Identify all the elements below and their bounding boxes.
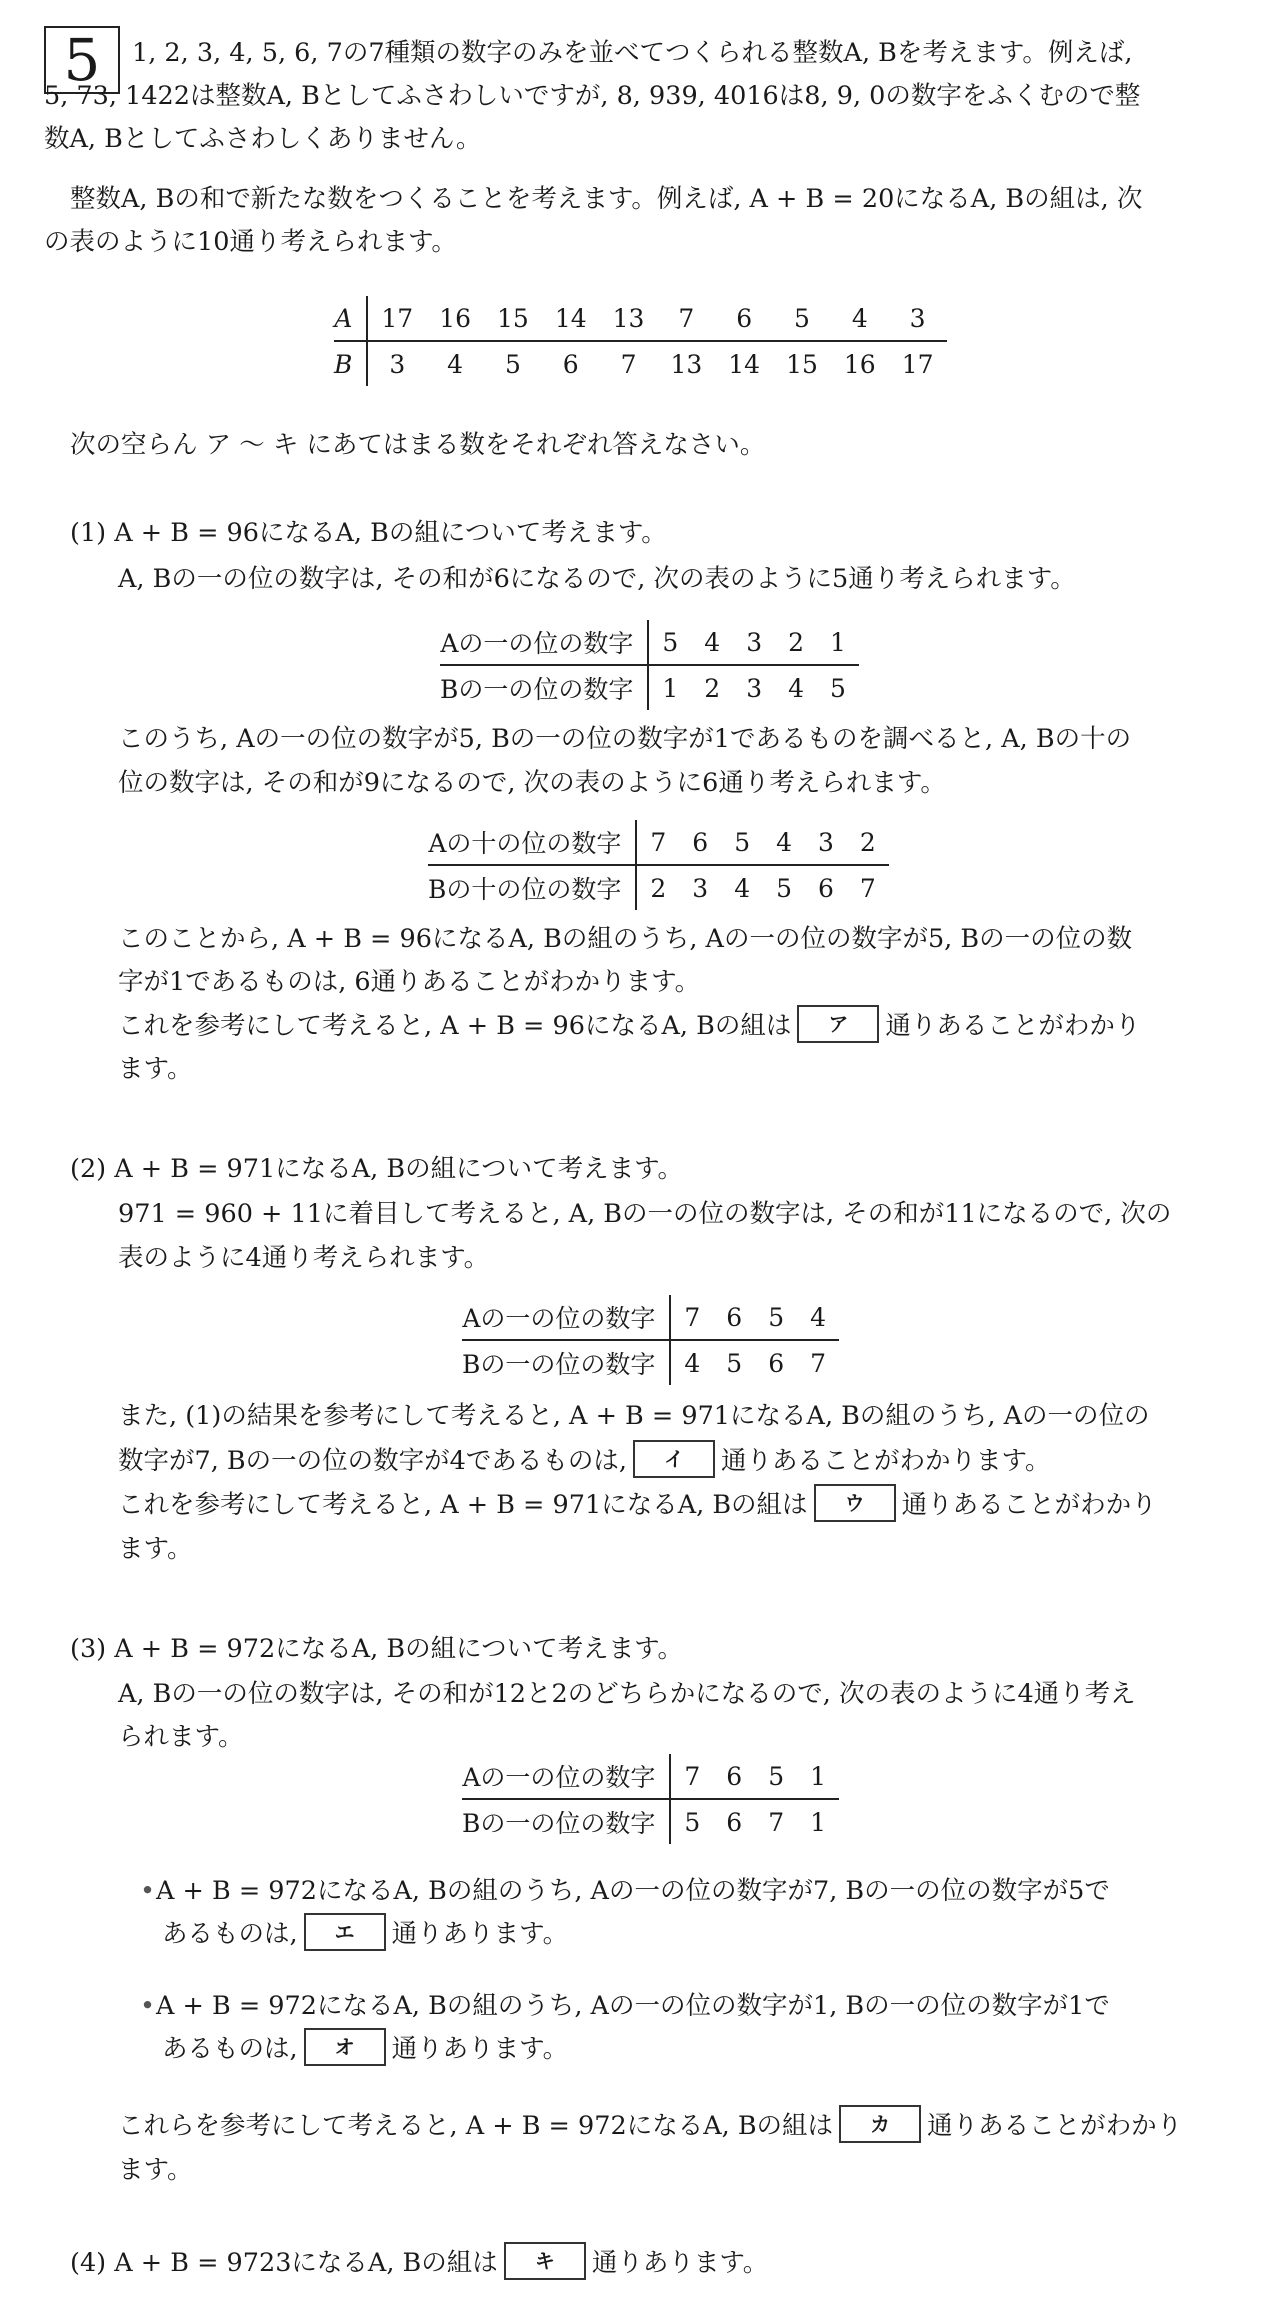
intro-line-3: 数A, Bとしてふさわしくありません。 xyxy=(44,124,482,154)
q3-bullet-2-text-2: あるものは, xyxy=(162,2034,298,2064)
table-row-label: Bの一の位の数字 xyxy=(440,665,648,710)
q2-line-2: 表のように4通り考えられます。 xyxy=(118,1243,490,1273)
table-cell: 4 xyxy=(684,1348,701,1378)
table-cell: 15 xyxy=(484,296,542,341)
table-row-a-label: A xyxy=(334,296,367,341)
blank-label: ウ xyxy=(844,1491,865,1515)
q3-line-1: A, Bの一の位の数字は, その和が12と2のどちらかになるので, 次の表のように4通り考え xyxy=(118,1679,1136,1709)
q3-bullet-2-text: A + B = 972になるA, Bの組のうち, Aの一の位の数字が1, Bの一の位の数字が1で xyxy=(156,1991,1110,2021)
table-cell: 4 xyxy=(831,296,889,341)
table-cell: 5 xyxy=(773,296,831,341)
table-cell: 6 xyxy=(713,1754,755,1799)
q1-line-7: ます。 xyxy=(118,1054,193,1084)
table-cell: 4 xyxy=(691,620,733,665)
table-cell: 4 xyxy=(763,820,805,865)
q4-tail: 通りあります。 xyxy=(591,2248,769,2278)
table-cell: 3 xyxy=(389,349,406,379)
problem-number: 5 xyxy=(44,26,120,94)
answer-blank-u[interactable] xyxy=(814,1484,896,1522)
table-cell: 5 xyxy=(504,349,521,379)
table-cell: 2 xyxy=(704,673,721,703)
table-cell: 3 xyxy=(692,873,709,903)
q2-line-5 xyxy=(118,1484,1157,1527)
table-cell: 2 xyxy=(847,820,889,865)
q2-line-6: ます。 xyxy=(118,1534,193,1564)
q3-line-3 xyxy=(118,2105,1182,2148)
table-cell: 6 xyxy=(768,1348,785,1378)
q3-line-4: ます。 xyxy=(118,2155,193,2185)
table-cell: 7 xyxy=(670,1295,713,1340)
table-cell: 5 xyxy=(755,1754,797,1799)
q1-line-6-tail: 通りあることがわかり xyxy=(885,1011,1141,1041)
q2-heading: (2) A + B = 971になるA, Bの組について考えます。 xyxy=(70,1154,684,1184)
q4-text: (4) A + B = 9723になるA, Bの組は xyxy=(70,2248,498,2278)
table-row-label: Bの十の位の数字 xyxy=(428,865,636,910)
q1-heading: (1) A + B = 96になるA, Bの組について考えます。 xyxy=(70,518,667,548)
table-cell: 6 xyxy=(713,1295,755,1340)
table-cell: 1 xyxy=(797,1754,839,1799)
table-cell: 7 xyxy=(670,1754,713,1799)
answer-blank-i[interactable] xyxy=(633,1440,715,1478)
q3-bullet-1-line-1 xyxy=(140,1870,1110,1913)
table-cell: 16 xyxy=(426,296,484,341)
table-cell: 4 xyxy=(734,873,751,903)
table-cell: 1 xyxy=(817,620,859,665)
table-cell: 7 xyxy=(810,1348,826,1378)
table-cell: 15 xyxy=(786,349,818,379)
intro-line-4: 整数A, Bの和で新たな数をつくることを考えます。例えば, A + B = 20になるA, Bの組は, 次 xyxy=(70,184,1143,214)
table-cell: 4 xyxy=(797,1295,839,1340)
table-row-label: Aの一の位の数字 xyxy=(462,1295,670,1340)
q1-tens-table xyxy=(428,820,889,910)
table-cell: 5 xyxy=(755,1295,797,1340)
blank-label: カ xyxy=(870,2112,891,2136)
q1-line-6 xyxy=(118,1005,1140,1048)
q3-bullet-1-text: A + B = 972になるA, Bの組のうち, Aの一の位の数字が7, Bの一の位の数字が5で xyxy=(156,1876,1110,1906)
q1-line-6-text: これを参考にして考えると, A + B = 96になるA, Bの組は xyxy=(118,1011,792,1041)
table-row-label: Aの十の位の数字 xyxy=(428,820,636,865)
table-cell: 5 xyxy=(684,1807,701,1837)
q3-line-3-tail: 通りあることがわかり xyxy=(927,2111,1183,2141)
table-cell: 2 xyxy=(650,873,667,903)
table-cell: 5 xyxy=(776,873,792,903)
q2-line-4 xyxy=(118,1440,1050,1483)
answer-blank-e[interactable] xyxy=(304,1913,386,1951)
q3-line-2: られます。 xyxy=(118,1722,244,1752)
q1-ones-table xyxy=(440,620,859,710)
table-cell: 7 xyxy=(768,1807,785,1837)
table-cell: 7 xyxy=(636,820,679,865)
table-cell: 2 xyxy=(775,620,817,665)
blank-label: オ xyxy=(334,2035,355,2059)
table-cell: 13 xyxy=(670,349,703,379)
q3-bullet-1-tail: 通りあります。 xyxy=(391,1919,569,1949)
table-cell: 5 xyxy=(830,673,846,703)
answer-blank-a[interactable] xyxy=(797,1005,879,1043)
blank-label: イ xyxy=(664,1447,685,1471)
q3-ones-table xyxy=(462,1754,839,1844)
table-row-label: Aの一の位の数字 xyxy=(440,620,648,665)
q1-line-4: このことから, A + B = 96になるA, Bの組のうち, Aの一の位の数字が5, Bの一の位の数 xyxy=(118,924,1133,954)
q2-line-3: また, (1)の結果を参考にして考えると, A + B = 971になるA, Bの組のうち, Aの一の位の xyxy=(118,1401,1150,1431)
table-cell: 16 xyxy=(843,349,876,379)
q2-line-4-tail: 通りあることがわかります。 xyxy=(721,1446,1051,1476)
q2-line-1: 971 = 960 + 11に着目して考えると, A, Bの一の位の数字は, その和が11になるので, 次の xyxy=(118,1199,1172,1229)
q2-ones-table xyxy=(462,1295,839,1385)
q1-line-3: 位の数字は, その和が9になるので, 次の表のように6通り考えられます。 xyxy=(118,768,946,798)
q2-line-4-text: 数字が7, Bの一の位の数字が4であるものは, xyxy=(118,1446,628,1476)
table-cell: 6 xyxy=(562,349,579,379)
table-cell: 4 xyxy=(788,673,804,703)
bullet-icon: • xyxy=(140,1991,156,2021)
instruction: 次の空らん ア ～ キ にあてはまる数をそれぞれ答えなさい。 xyxy=(70,430,766,460)
q1-line-1: A, Bの一の位の数字は, その和が6になるので, 次の表のように5通り考えられます。 xyxy=(118,564,1076,594)
table-cell: 3 xyxy=(805,820,847,865)
q3-bullet-2-line-1 xyxy=(140,1985,1110,2028)
q3-line-3-text: これらを参考にして考えると, A + B = 972になるA, Bの組は xyxy=(118,2111,834,2141)
table-cell: 1 xyxy=(810,1807,826,1837)
q3-bullet-1-text-2: あるものは, xyxy=(162,1919,298,1949)
table-cell: 17 xyxy=(367,296,426,341)
table-cell: 6 xyxy=(715,296,773,341)
table-cell: 3 xyxy=(889,296,947,341)
table-cell: 3 xyxy=(746,673,763,703)
table-cell: 7 xyxy=(859,873,876,903)
answer-blank-o[interactable] xyxy=(304,2028,386,2066)
table-cell: 5 xyxy=(648,620,691,665)
table-cell: 17 xyxy=(901,349,934,379)
blank-label: ア xyxy=(828,1012,849,1036)
answer-blank-ka[interactable] xyxy=(839,2105,921,2143)
table-cell: 1 xyxy=(662,673,679,703)
intro-line-5: の表のように10通り考えられます。 xyxy=(44,227,457,257)
q3-bullet-2-tail: 通りあります。 xyxy=(391,2034,569,2064)
table-cell: 14 xyxy=(542,296,600,341)
intro-ab-table xyxy=(334,296,947,386)
q4-line xyxy=(70,2242,768,2285)
table-cell: 7 xyxy=(657,296,715,341)
blank-label: キ xyxy=(534,2249,555,2273)
table-cell: 6 xyxy=(726,1807,743,1837)
q1-line-5: 字が1であるものは, 6通りあることがわかります。 xyxy=(118,967,701,997)
table-row-label: Bの一の位の数字 xyxy=(462,1340,670,1385)
table-cell: 4 xyxy=(447,349,464,379)
q2-line-5-tail: 通りあることがわかり xyxy=(901,1490,1157,1520)
table-cell: 7 xyxy=(620,349,637,379)
table-row-label: Bの一の位の数字 xyxy=(462,1799,670,1844)
table-cell: 6 xyxy=(818,873,834,903)
intro-line-1: 1, 2, 3, 4, 5, 6, 7の7種類の数字のみを並べてつくられる整数A, Bを考えます。例えば, xyxy=(132,38,1133,68)
table-cell: 5 xyxy=(721,820,763,865)
q1-line-2: このうち, Aの一の位の数字が5, Bの一の位の数字が1であるものを調べると, A, Bの十の xyxy=(118,724,1132,754)
table-cell: 6 xyxy=(679,820,721,865)
intro-line-2: 5, 73, 1422は整数A, Bとしてふさわしいですが, 8, 939, 4016は8, 9, 0の数字をふくむので整 xyxy=(44,81,1141,111)
bullet-icon: • xyxy=(140,1876,156,1906)
q2-line-5-text: これを参考にして考えると, A + B = 971になるA, Bの組は xyxy=(118,1490,808,1520)
q3-bullet-1-line-2 xyxy=(162,1913,568,1956)
table-cell: 3 xyxy=(733,620,775,665)
table-row-label: Aの一の位の数字 xyxy=(462,1754,670,1799)
blank-label: エ xyxy=(334,1920,355,1944)
table-cell: 14 xyxy=(728,349,761,379)
q3-bullet-2-line-2 xyxy=(162,2028,568,2071)
table-row-b-label: B xyxy=(334,341,367,386)
q3-heading: (3) A + B = 972になるA, Bの組について考えます。 xyxy=(70,1634,684,1664)
answer-blank-ki[interactable] xyxy=(504,2242,586,2280)
table-cell: 13 xyxy=(600,296,658,341)
table-cell: 5 xyxy=(726,1348,743,1378)
